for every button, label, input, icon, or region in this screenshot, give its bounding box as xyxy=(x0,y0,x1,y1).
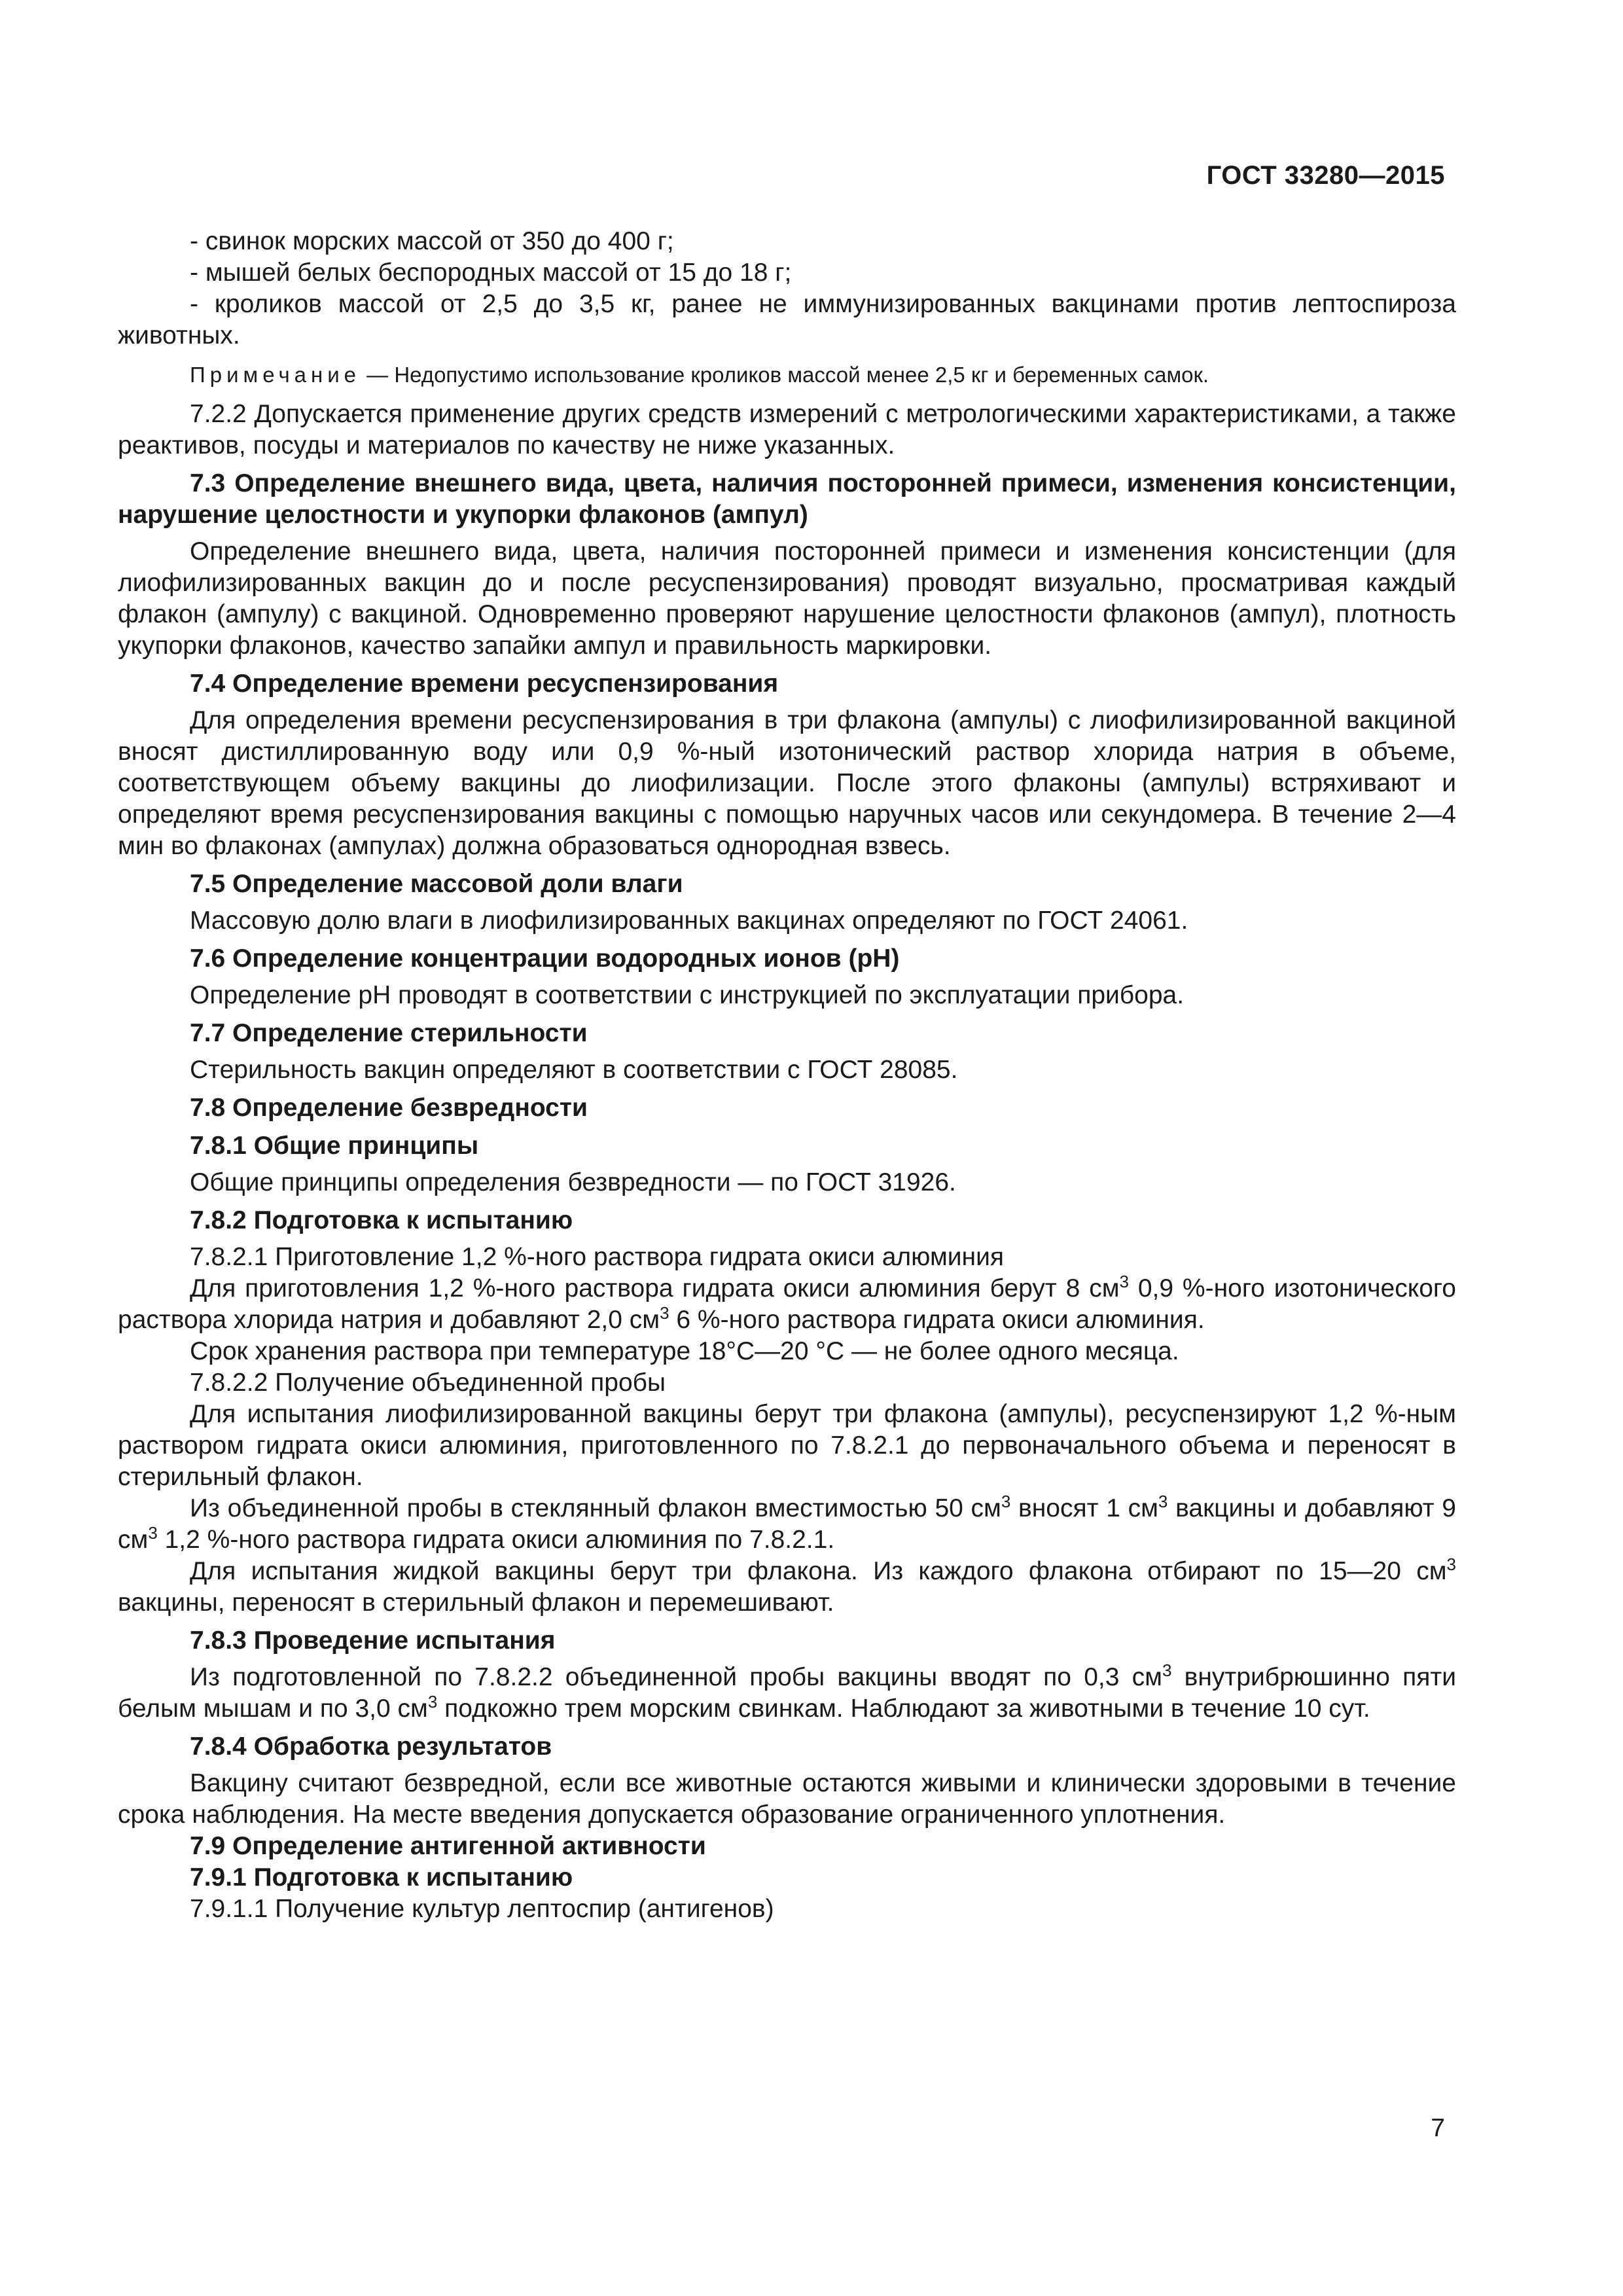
heading-7-4: 7.4 Определение времени ресуспензирования xyxy=(190,670,779,698)
heading-7-7: 7.7 Определение стерильности xyxy=(190,1019,588,1047)
paragraph-storage: Срок хранения раствора при температуре 18°С—20 °С — не более одного месяца. xyxy=(190,1337,1179,1365)
paragraph-pooled-sample: Из объединенной пробы в стеклянный флакон вместимостью 50 $см^3$ вносят 1 $см^3$ вакцины и добавляют 9 $см^3$ 1,2 %-ного раствора гидрата окиси алюминия по 7.8.2.1. xyxy=(118,1492,1456,1554)
paragraph-7-3: Определение внешнего вида, цвета, наличия посторонней примеси и изменения консистенции (для лиофилизированных вакцин до и после ресуспензирования) проводят визуально, просматривая каждый флакон (ампулу) с вакциной. Одновременно проверяют нарушение целостности флаконов (ампул), плотность укупорки флаконов, качество запайки ампул и правильность маркировки. xyxy=(118,537,1456,660)
paragraph-7-8-3: Из подготовленной по 7.8.2.2 объединенной пробы вакцины вводят по 0,3 $см^3$ внутрибрюшинно пяти белым мышам и по 3,0 $см^3$ подкожно трем морским свинкам. Наблюдают за животными в течение 10 сут. xyxy=(118,1660,1457,1723)
heading-7-8-1: 7.8.1 Общие принципы xyxy=(190,1132,479,1160)
heading-7-8: 7.8 Определение безвредности xyxy=(190,1094,588,1122)
paragraph-7-8-4: Вакцину считают безвредной, если все животные остаются живыми и клинически здоровыми в течение срока наблюдения. На месте введения допускается образование ограниченного уплотнения. xyxy=(118,1769,1456,1829)
paragraph-7-8-1: Общие принципы определения безвредности — по ГОСТ 31926. xyxy=(190,1168,956,1196)
paragraph-7-4: Для определения времени ресуспензирования в три флакона (ампулы) с лиофилизированной вакциной вносят дистиллированную воду или 0,9 %-ный изотонический раствор хлорида натрия в объеме, соответствующем объему вакцины до лиофилизации. После этого флаконы (ампулы) встряхивают и определяют время ресуспензирования вакцины с помощью наручных часов или секундомера. В течение 2—4 мин во флаконах (ампулах) должна образоваться однородная взвесь. xyxy=(118,706,1456,860)
paragraph-7-2-2: 7.2.2 Допускается применение других средств измерений с метрологическими характеристиками, а также реактивов, посуды и материалов по качеству не ниже указанных. xyxy=(118,400,1456,459)
paragraph-7-8-2-2-text: Для испытания лиофилизированной вакцины берут три флакона (ампулы), ресуспензируют 1,2 %-ным раствором гидрата окиси алюминия, приготовленного по 7.8.2.1 до первоначального объема и переносят в стерильный флакон. xyxy=(118,1400,1456,1491)
heading-7-9: 7.9 Определение антигенной активности xyxy=(190,1832,706,1860)
note xyxy=(118,361,1456,389)
paragraph-7-9-1-1: 7.9.1.1 Получение культур лептоспир (антигенов) xyxy=(190,1895,774,1923)
heading-7-8-4: 7.8.4 Обработка результатов xyxy=(190,1732,552,1761)
paragraph-7-6: Определение pH проводят в соответствии с инструкцией по эксплуатации прибора. xyxy=(190,981,1185,1009)
page-number: 7 xyxy=(1431,2114,1445,2142)
list-item: - свинок морских массой от 350 до 400 г; xyxy=(190,227,674,255)
paragraph-7-7: Стерильность вакцин определяют в соответствии с ГОСТ 28085. xyxy=(190,1056,958,1084)
paragraph-7-5: Массовую долю влаги в лиофилизированных вакцинах определяют по ГОСТ 24061. xyxy=(190,906,1188,935)
heading-7-9-1: 7.9.1 Подготовка к испытанию xyxy=(190,1863,573,1892)
note-label: Примечание xyxy=(190,363,361,387)
paragraph-7-8-2-1-text: Для приготовления 1,2 %-ного раствора гидрата окиси алюминия берут 8 $см^3$ 0,9 %-ного изотонического раствора хлорида натрия и добавляют 2,0 $см^3$ 6 %-ного раствора гидрата окиси алюминия. xyxy=(118,1272,1456,1334)
paragraph-liquid-vaccine: Для испытания жидкой вакцины берут три флакона. Из каждого флакона отбирают по 15—20 $см^3$ вакцины, переносят в стерильный флакон и перемешивают. xyxy=(118,1554,1456,1617)
heading-7-5: 7.5 Определение массовой доли влаги xyxy=(190,870,683,898)
standard-header: ГОСТ 33280—2015 xyxy=(1206,161,1445,190)
note-text: — Недопустимо использование кроликов массой менее 2,5 кг и беременных самок. xyxy=(361,363,1209,387)
heading-7-3: 7.3 Определение внешнего вида, цвета, наличия посторонней примеси, изменения консистенции, нарушение целостности и укупорки флаконов (ампул) xyxy=(118,469,1456,529)
paragraph-7-8-2-1-title: 7.8.2.1 Приготовление 1,2 %-ного раствора гидрата окиси алюминия xyxy=(190,1243,1005,1271)
heading-7-8-3: 7.8.3 Проведение испытания xyxy=(190,1626,556,1655)
list-item: - мышей белых беспородных массой от 15 до 18 г; xyxy=(190,259,792,287)
paragraph-7-8-2-2-title: 7.8.2.2 Получение объединенной пробы xyxy=(190,1369,666,1397)
page-content xyxy=(118,226,1456,1925)
list-item: - кроликов массой от 2,5 до 3,5 кг, ранее не иммунизированных вакцинами против лептоспироза животных. xyxy=(118,290,1456,350)
heading-7-8-2: 7.8.2 Подготовка к испытанию xyxy=(190,1206,573,1234)
heading-7-6: 7.6 Определение концентрации водородных ионов (pH) xyxy=(190,944,900,973)
